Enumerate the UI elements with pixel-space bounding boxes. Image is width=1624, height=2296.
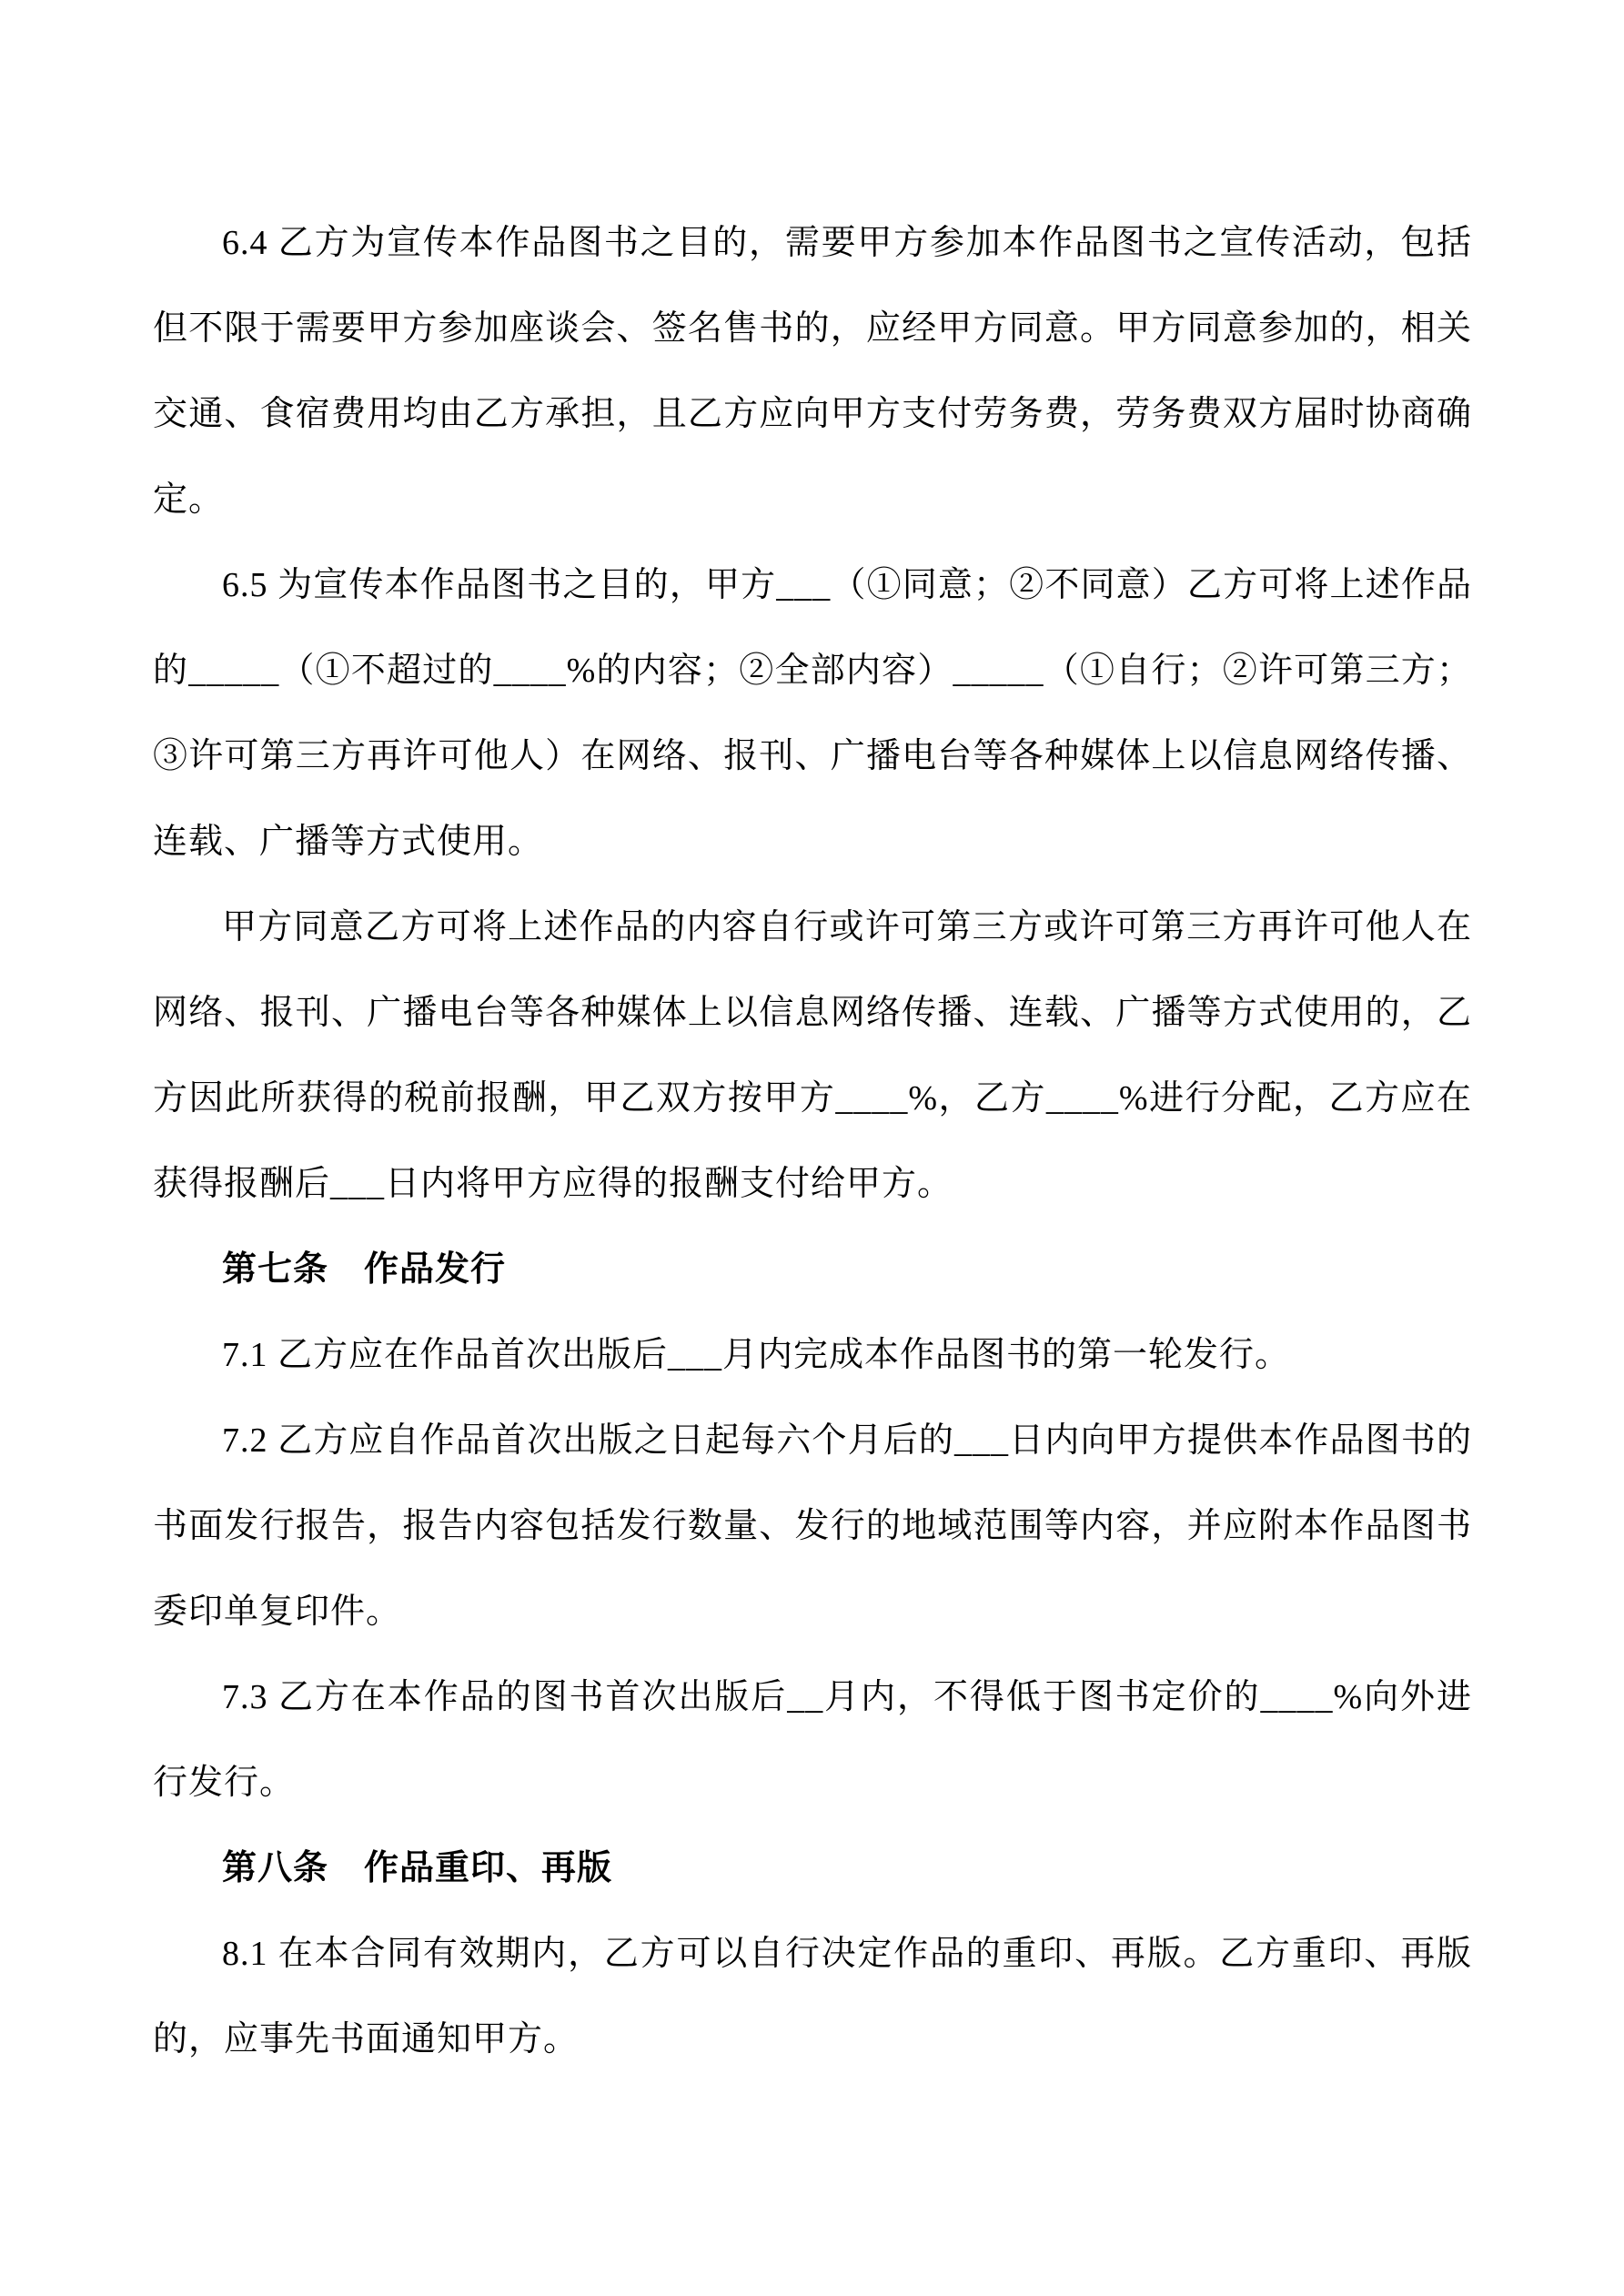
clause-7-2: 7.2 乙方应自作品首次出版之日起每六个月后的___日内向甲方提供本作品图书的书面发行报告，报告内容包括发行数量、发行的地域范围等内容，并应附本作品图书委印单复印件。	[153, 1421, 1472, 1631]
clause-8-1: 8.1 在本合同有效期内，乙方可以自行决定作品的重印、再版。乙方重印、再版的，应事先书面通知甲方。	[153, 1935, 1472, 2058]
clause-6-4: 6.4 乙方为宣传本作品图书之目的，需要甲方参加本作品图书之宣传活动，包括但不限于需要甲方参加座谈会、签名售书的，应经甲方同意。甲方同意参加的，相关交通、食宿费用均由乙方承担，且乙方应向甲方支付劳务费，劳务费双方届时协商确定。	[153, 224, 1472, 519]
clause-7-3: 7.3 乙方在本作品的图书首次出版后__月内，不得低于图书定价的____%向外进行发行。	[153, 1678, 1472, 1802]
clause-7-1: 7.1 乙方应在作品首次出版后___月内完成本作品图书的第一轮发行。	[222, 1336, 1291, 1374]
clause-6-5-cont: 甲方同意乙方可将上述作品的内容自行或许可第三方或许可第三方再许可他人在网络、报刊、广播电台等各种媒体上以信息网络传播、连载、广播等方式使用的，乙方因此所获得的税前报酬，甲乙双方按甲方____%，乙方____%进行分配，乙方应在获得报酬后___日内将甲方应得的报酬支付给甲方。	[153, 908, 1472, 1203]
article-8-heading: 第八条 作品重印、再版	[222, 1849, 613, 1887]
document-page	[153, 200, 1472, 2082]
article-7-heading: 第七条 作品发行	[222, 1250, 507, 1289]
clause-6-5: 6.5 为宣传本作品图书之目的，甲方___（①同意；②不同意）乙方可将上述作品的_____（①不超过的____%的内容；②全部内容）_____（①自行；②许可第三方；③许可第三方再许可他人）在网络、报刊、广播电台等各种媒体上以信息网络传播、连载、广播等方式使用。	[153, 566, 1472, 861]
